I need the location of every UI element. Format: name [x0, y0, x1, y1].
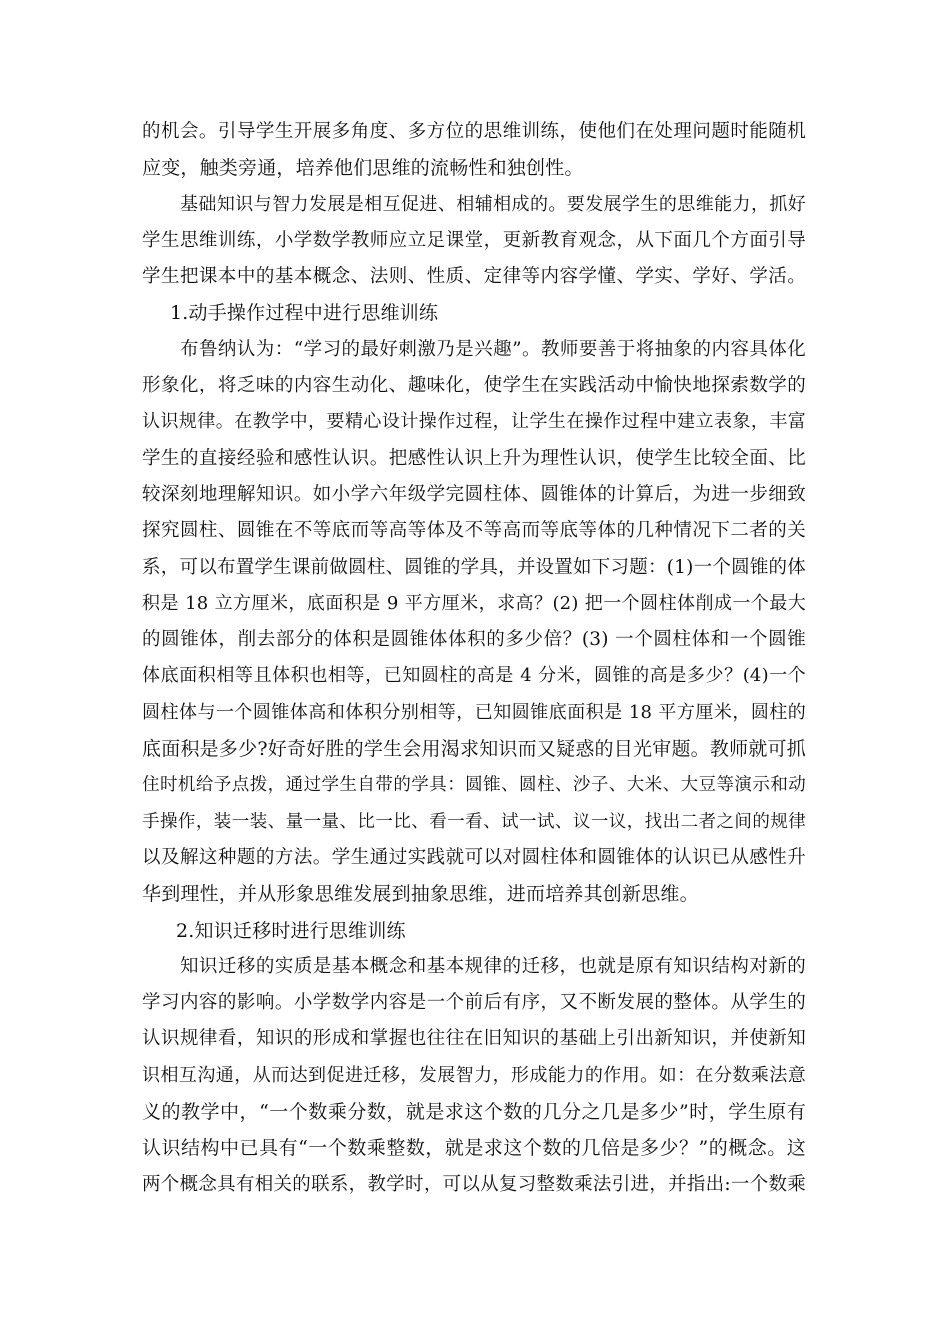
section-heading-1: 1.动手操作过程中进行思维训练 — [170, 302, 439, 325]
text-line: 形象化，将乏味的内容生动化、趣味化，使学生在实践活动中愉快地探索数学的 — [142, 375, 806, 397]
text-line: 的圆锥体，削去部分的体积是圆锥体体积的多少倍？(3) 一个圆柱体和一个圆锥 — [142, 629, 806, 651]
section-heading-2: 2.知识迁移时进行思维训练 — [176, 919, 406, 942]
text-line: 体底面积相等且体积也相等，已知圆柱的高是 4 分米，圆锥的高是多少？(4)一个 — [142, 665, 806, 687]
text-line: 认识规律看，知识的形成和掌握也往往在旧知识的基础上引出新知识，并使新知 — [142, 1028, 806, 1050]
text-line: 的机会。引导学生开展多角度、多方位的思维训练，使他们在处理问题时能随机 — [142, 121, 806, 142]
text-line: 识相互沟通，从而达到促进迁移，发展智力，形成能力的作用。如：在分数乘法意 — [142, 1064, 806, 1086]
text-line: 学生的直接经验和感性认识。把感性认识上升为理性认识，使学生比较全面、比 — [142, 447, 806, 469]
text-line: 学生把课本中的基本概念、法则、性质、定律等内容学懂、学实、学好、学活。 — [142, 266, 806, 288]
paragraph-line: 基础知识与智力发展是相互促进、相辅相成的。要发展学生的思维能力，抓好 — [180, 193, 806, 215]
paragraph-line: 知识迁移的实质是基本概念和基本规律的迁移，也就是原有知识结构对新的 — [180, 955, 806, 977]
text-line: 较深刻地理解知识。如小学六年级学完圆柱体、圆锥体的计算后，为进一步细致 — [142, 483, 806, 505]
text-line: 学生思维训练，小学数学教师应立足课堂，更新教育观念，从下面几个方面引导 — [142, 229, 806, 251]
text-line: 探究圆柱、圆锥在不等底而等高等体及不等高而等底等体的几种情况下二者的关 — [142, 520, 806, 542]
text-line: 认识规律。在教学中，要精心设计操作过程，让学生在操作过程中建立表象，丰富 — [142, 411, 806, 433]
text-line: 手操作，装一装、量一量、比一比、看一看、试一试、议一议，找出二者之间的规律 — [142, 811, 806, 832]
text-line: 住时机给予点拨，通过学生自带的学具：圆锥、圆柱、沙子、大米、大豆等演示和动 — [142, 775, 806, 796]
text-line: 华到理性，并从形象思维发展到抽象思维，进而培养其创新思维。 — [142, 883, 699, 906]
text-line: 学习内容的影响。小学数学内容是一个前后有序，又不断发展的整体。从学生的 — [142, 992, 806, 1014]
paragraph-line: 布鲁纳认为：“学习的最好刺激乃是兴趣”。教师要善于将抽象的内容具体化 — [180, 338, 806, 360]
text-line: 应变，触类旁通，培养他们思维的流畅性和独创性。 — [142, 157, 584, 180]
text-line: 义的教学中，“一个数乘分数，就是求这个数的几分之几是多少”时，学生原有 — [142, 1101, 806, 1124]
body-text — [142, 114, 806, 1203]
text-line: 底面积是多少?好奇好胜的学生会用渴求知识而又疑惑的目光审题。教师就可抓 — [142, 738, 806, 761]
text-line: 积是 18 立方厘米，底面积是 9 平方厘米，求高？(2) 把一个圆柱体削成一个最大 — [142, 592, 806, 614]
text-line: 认识结构中已具有“一个数乘整数，就是求这个数的几倍是多少？”的概念。这 — [142, 1137, 806, 1160]
text-line: 系，可以布置学生课前做圆柱、圆锥的学具，并设置如下习题：(1)一个圆锥的体 — [142, 556, 806, 578]
text-line: 两个概念具有相关的联系，教学时，可以从复习整数乘法引进，并指出:一个数乘 — [142, 1173, 806, 1195]
text-line: 圆柱体与一个圆锥体高和体积分别相等，已知圆锥底面积是 18 平方厘米，圆柱的 — [142, 701, 806, 723]
text-line: 以及解这种题的方法。学生通过实践就可以对圆柱体和圆锥体的认识已从感性升 — [142, 846, 806, 868]
